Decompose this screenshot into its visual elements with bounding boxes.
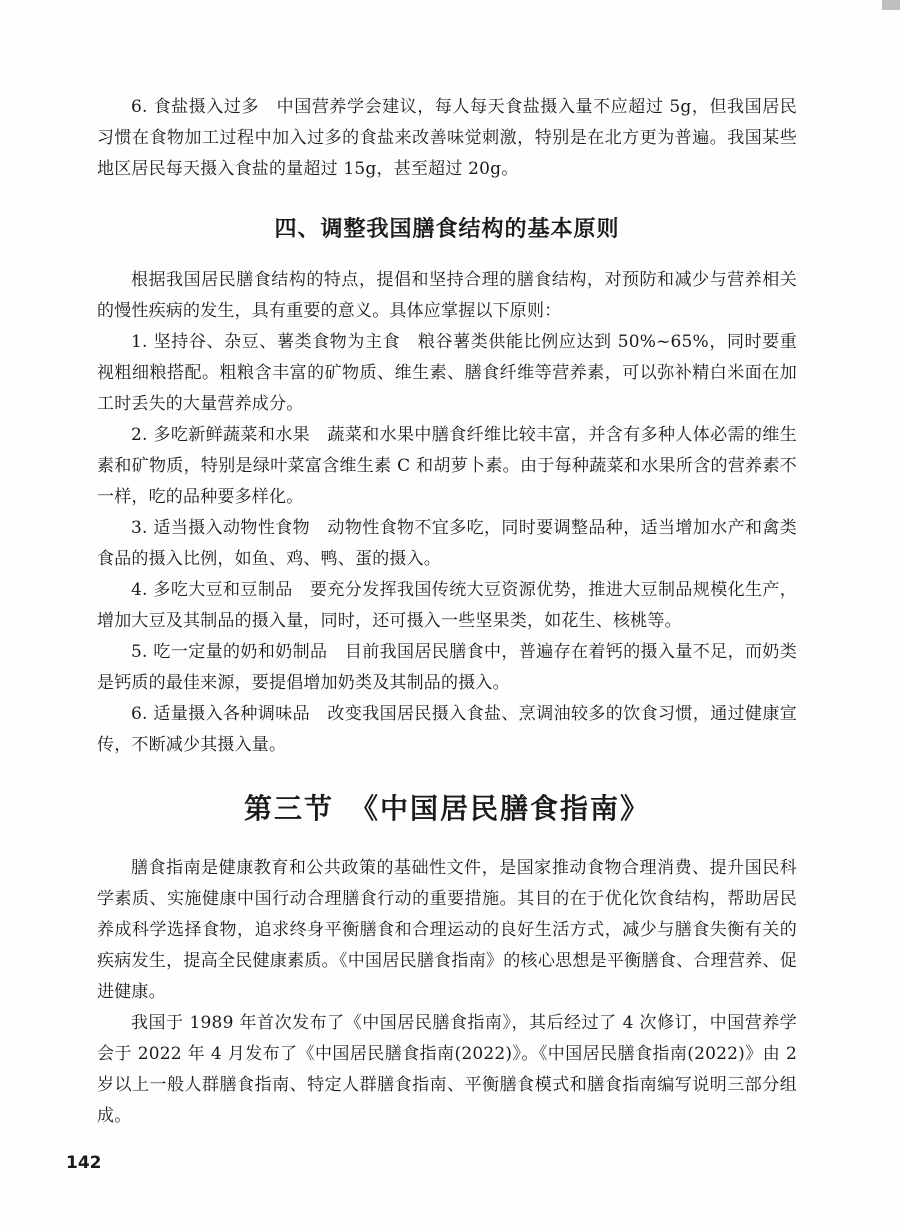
paragraph-principle-3: 3. 适当摄入动物性食物 动物性食物不宜多吃，同时要调整品种，适当增加水产和禽类食品的摄入比例，如鱼、鸡、鸭、蛋的摄入。 xyxy=(97,518,797,569)
paragraph-salt-intake: 6. 食盐摄入过多 中国营养学会建议，每人每天食盐摄入量不应超过 5g，但我国居民习惯在食物加工过程中加入过多的食盐来改善味觉刺激，特别是在北方更为普遍。我国某些地区居民每天摄入食盐的量超过 15g，甚至超过 20g。 xyxy=(97,97,797,179)
page-number: 142 xyxy=(66,1153,102,1173)
paragraph-guidelines-history: 我国于 1989 年首次发布了《中国居民膳食指南》，其后经过了 4 次修订，中国营养学会于 2022 年 4 月发布了《中国居民膳食指南(2022)》。《中国居民膳食指南(2022)》由 2 岁以上一般人群膳食指南、特定人群膳食指南、平衡膳食模式和膳食指南编写说明三部分组成。 xyxy=(97,1013,797,1126)
paragraph-principle-2: 2. 多吃新鲜蔬菜和水果 蔬菜和水果中膳食纤维比较丰富，并含有多种人体必需的维生素和矿物质，特别是绿叶菜富含维生素 C 和胡萝卜素。由于每种蔬菜和水果所含的营养素不一样，吃的品种要多样化。 xyxy=(97,425,797,507)
paragraph-principles-intro: 根据我国居民膳食结构的特点，提倡和坚持合理的膳食结构，对预防和减少与营养相关的慢性疾病的发生，具有重要的意义。具体应掌握以下原则： xyxy=(97,270,797,321)
section-heading-dietary-guidelines: 第三节 《中国居民膳食指南》 xyxy=(243,792,650,825)
paragraph-principle-4: 4. 多吃大豆和豆制品 要充分发挥我国传统大豆资源优势，推进大豆制品规模化生产，增加大豆及其制品的摄入量，同时，还可摄入一些坚果类，如花生、核桃等。 xyxy=(97,580,797,631)
paragraph-principle-5: 5. 吃一定量的奶和奶制品 目前我国居民膳食中，普遍存在着钙的摄入量不足，而奶类是钙质的最佳来源，要提倡增加奶类及其制品的摄入。 xyxy=(97,642,797,693)
corner-mark xyxy=(882,0,900,10)
page-content xyxy=(97,92,797,1132)
section-heading-principles: 四、调整我国膳食结构的基本原则 xyxy=(274,217,620,242)
paragraph-guidelines-definition: 膳食指南是健康教育和公共政策的基础性文件，是国家推动食物合理消费、提升国民科学素质、实施健康中国行动合理膳食行动的重要措施。其目的在于优化饮食结构，帮助居民养成科学选择食物，追求终身平衡膳食和合理运动的良好生活方式，减少与膳食失衡有关的疾病发生，提高全民健康素质。《中国居民膳食指南》的核心思想是平衡膳食、合理营养、促进健康。 xyxy=(97,858,797,1002)
paragraph-principle-6: 6. 适量摄入各种调味品 改变我国居民摄入食盐、烹调油较多的饮食习惯，通过健康宣传，不断减少其摄入量。 xyxy=(97,704,797,755)
paragraph-principle-1: 1. 坚持谷、杂豆、薯类食物为主食 粮谷薯类供能比例应达到 50%~65%，同时要重视粗细粮搭配。粗粮含丰富的矿物质、维生素、膳食纤维等营养素，可以弥补精白米面在加工时丢失的大量营养成分。 xyxy=(97,332,797,414)
